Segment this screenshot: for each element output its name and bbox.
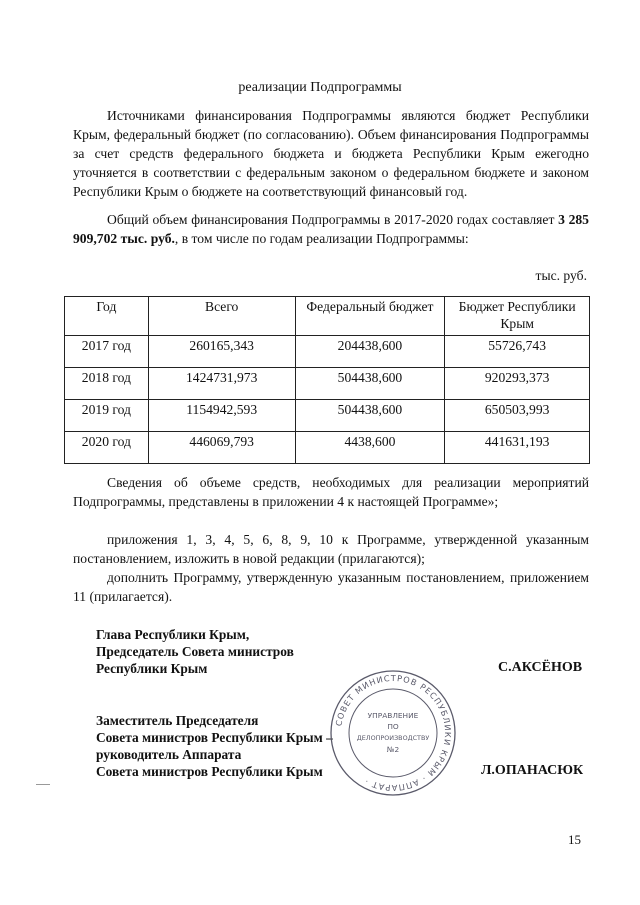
signature-block-deputy [96,712,333,780]
total-amount: 3 285 909,702 тыс. руб. [73,212,589,246]
margin-mark [36,784,50,785]
appendices-revision-paragraph: приложения 1, 3, 4, 5, 6, 8, 9, 10 к Программе, утвержденной указанным постановлением, изложить в новой редакции (прилагаются); [73,532,589,566]
unit-label: тыс. руб. [535,268,587,283]
cell-year: 2019 год [65,400,149,432]
stamp-center-line: ПО [387,722,399,731]
header-crimea-budget: Бюджет Республики Крым [445,297,590,336]
signatory-title-line: Заместитель Председателя [96,713,259,728]
cell-crimea: 650503,993 [445,400,590,432]
appendix-reference-paragraph: Сведения об объеме средств, необходимых для реализации мероприятий Подпрограммы, представлены в приложении 4 к настоящей Программе»; [73,475,589,509]
cell-federal: 204438,600 [295,336,445,368]
financing-table [64,296,590,464]
signatory-name-aksenov: С.АКСЁНОВ [498,660,583,675]
financing-sources-paragraph: Источниками финансирования Подпрограммы являются бюджет Республики Крым, федеральный бюджет (по согласованию). Объем финансирования Подпрограммы за счет средств федерального бюджета и бюджета Республики Крым ежегодно уточняется в соответствии с федеральным законом о федеральном бюджете и законом Республики Крым о бюджете на соответствующий финансовый год. [73,108,589,199]
stamp-center-line: №2 [386,745,400,754]
stamp-center-line: ДЕЛОПРОИЗВОДСТВУ [356,734,430,742]
signatory-title-line: Совета министров Республики Крым – [96,730,333,745]
signatory-title-line: Председатель Совета министров [96,644,294,659]
cell-crimea: 55726,743 [445,336,590,368]
cell-total: 446069,793 [148,432,295,464]
cell-year: 2017 год [65,336,149,368]
signatory-title-line: Глава Республики Крым, [96,627,250,642]
total-financing-paragraph: Общий объем финансирования Подпрограммы в 2017-2020 годах составляет 3 285 909,702 тыс. руб., в том числе по годам реализации Подпрограммы: [73,212,589,246]
cell-federal: 504438,600 [295,400,445,432]
page-number: 15 [568,832,581,847]
signatory-name-opanasyuk: Л.ОПАНАСЮК [481,763,584,778]
cell-crimea: 441631,193 [445,432,590,464]
header-federal-budget: Федеральный бюджет [295,297,445,336]
cell-federal: 4438,600 [295,432,445,464]
table-row [65,368,590,400]
table-header-row [65,297,590,336]
cell-crimea: 920293,373 [445,368,590,400]
cell-total: 1154942,593 [148,400,295,432]
cell-federal: 504438,600 [295,368,445,400]
cell-total: 1424731,973 [148,368,295,400]
header-total: Всего [148,297,295,336]
signatory-title-line: Совета министров Республики Крым [96,764,323,779]
official-stamp [328,668,458,798]
table-row [65,336,590,368]
svg-text:СОВЕТ МИНИСТРОВ РЕСПУБЛИКИ КРЫ [333,673,453,793]
signatory-title-line: Республики Крым [96,661,208,676]
table-row [65,432,590,464]
table-row [65,400,590,432]
cell-year: 2018 год [65,368,149,400]
cell-total: 260165,343 [148,336,295,368]
signature-block-head [96,626,294,677]
signatory-title-line: руководитель Аппарата [96,747,242,762]
header-year: Год [65,297,149,336]
section-heading: реализации Подпрограммы [238,80,402,95]
cell-year: 2020 год [65,432,149,464]
appendix-addition-paragraph: дополнить Программу, утвержденную указанным постановлением, приложением 11 (прилагается). [73,570,589,604]
stamp-center-line: УПРАВЛЕНИЕ [367,711,419,720]
stamp-ring-text: СОВЕТ МИНИСТРОВ РЕСПУБЛИКИ КРЫМ · АППАРАТ · [333,672,454,794]
